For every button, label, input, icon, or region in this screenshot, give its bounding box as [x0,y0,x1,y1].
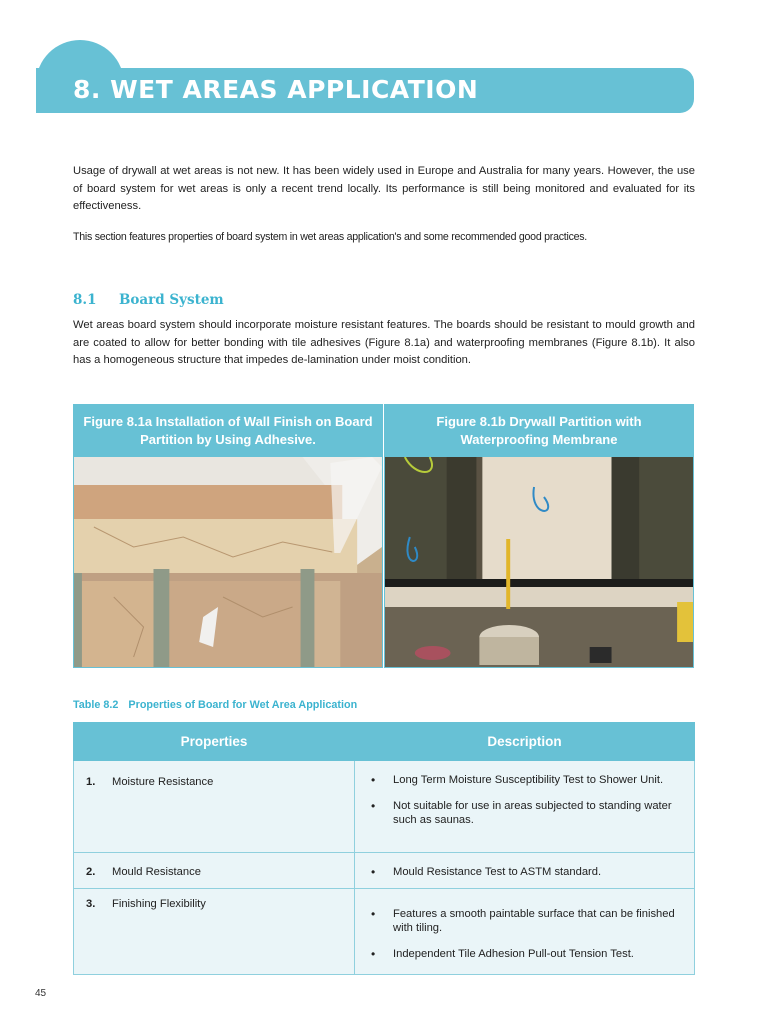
description-item: • Independent Tile Adhesion Pull-out Tension Test. [371,947,684,961]
figure-caption: Figure 8.1b Drywall Partition with Waterproofing Membrane [385,405,693,457]
property-name: Moisture Resistance [112,776,214,788]
table-header-row [74,723,695,761]
header-description: Description [355,723,695,761]
description-item: • Features a smooth paintable surface that can be finished with tiling. [371,907,684,935]
property-cell [74,853,355,889]
section-heading [73,292,224,308]
figure-8-1a [73,404,383,668]
description-item: • Long Term Moisture Susceptibility Test to Shower Unit. [371,773,684,787]
properties-table [73,722,695,975]
page-number: 45 [35,988,47,999]
section-body: Wet areas board system should incorporate moisture resistant features. The boards should be resistant to mould growth and are coated to allow for better bonding with tile adhesives (Figure 8.1a) and waterproofing membranes (Figure 8.1b). It also has a homogeneous structure that impedes de-lamination under moist condition. [73,319,695,366]
header-properties: Properties [74,723,355,761]
description-item: • Not suitable for use in areas subjected to standing water such as saunas. [371,799,684,827]
table-row [74,761,695,853]
property-cell [74,761,355,853]
page-title: 8. WET AREAS APPLICATION [73,75,479,104]
description-item: • Mould Resistance Test to ASTM standard. [371,865,684,879]
table-row [74,889,695,975]
description-cell [355,853,695,889]
figure-caption: Figure 8.1a Installation of Wall Finish on Board Partition by Using Adhesive. [74,405,382,457]
property-name: Mould Resistance [112,866,201,878]
intro-paragraph-1: Usage of drywall at wet areas is not new. It has been widely used in Europe and Australia for many years. However, the use of board system for wet areas is only a recent trend locally. Its performance is still being monitored and evaluated for its effectiveness. [73,165,695,212]
description-cell [355,889,695,975]
table-title: Properties of Board for Wet Area Application [128,699,358,711]
tiled-wall-photo [74,457,382,668]
property-cell [74,889,355,975]
figure-8-1b [384,404,694,668]
row-number: 2. [86,866,96,878]
table-row [74,853,695,889]
property-name: Finishing Flexibility [112,898,206,910]
table-number: Table 8.2 [73,699,119,711]
row-number: 1. [86,776,96,788]
drywall-membrane-photo [385,457,693,668]
intro-paragraph-2: This section features properties of board system in wet areas application's and some recommended good practices. [73,231,587,243]
description-cell [355,761,695,853]
row-number: 3. [86,898,96,910]
table-caption [73,699,357,711]
section-number: 8.1 [73,292,97,308]
section-title: Board System [119,292,224,308]
